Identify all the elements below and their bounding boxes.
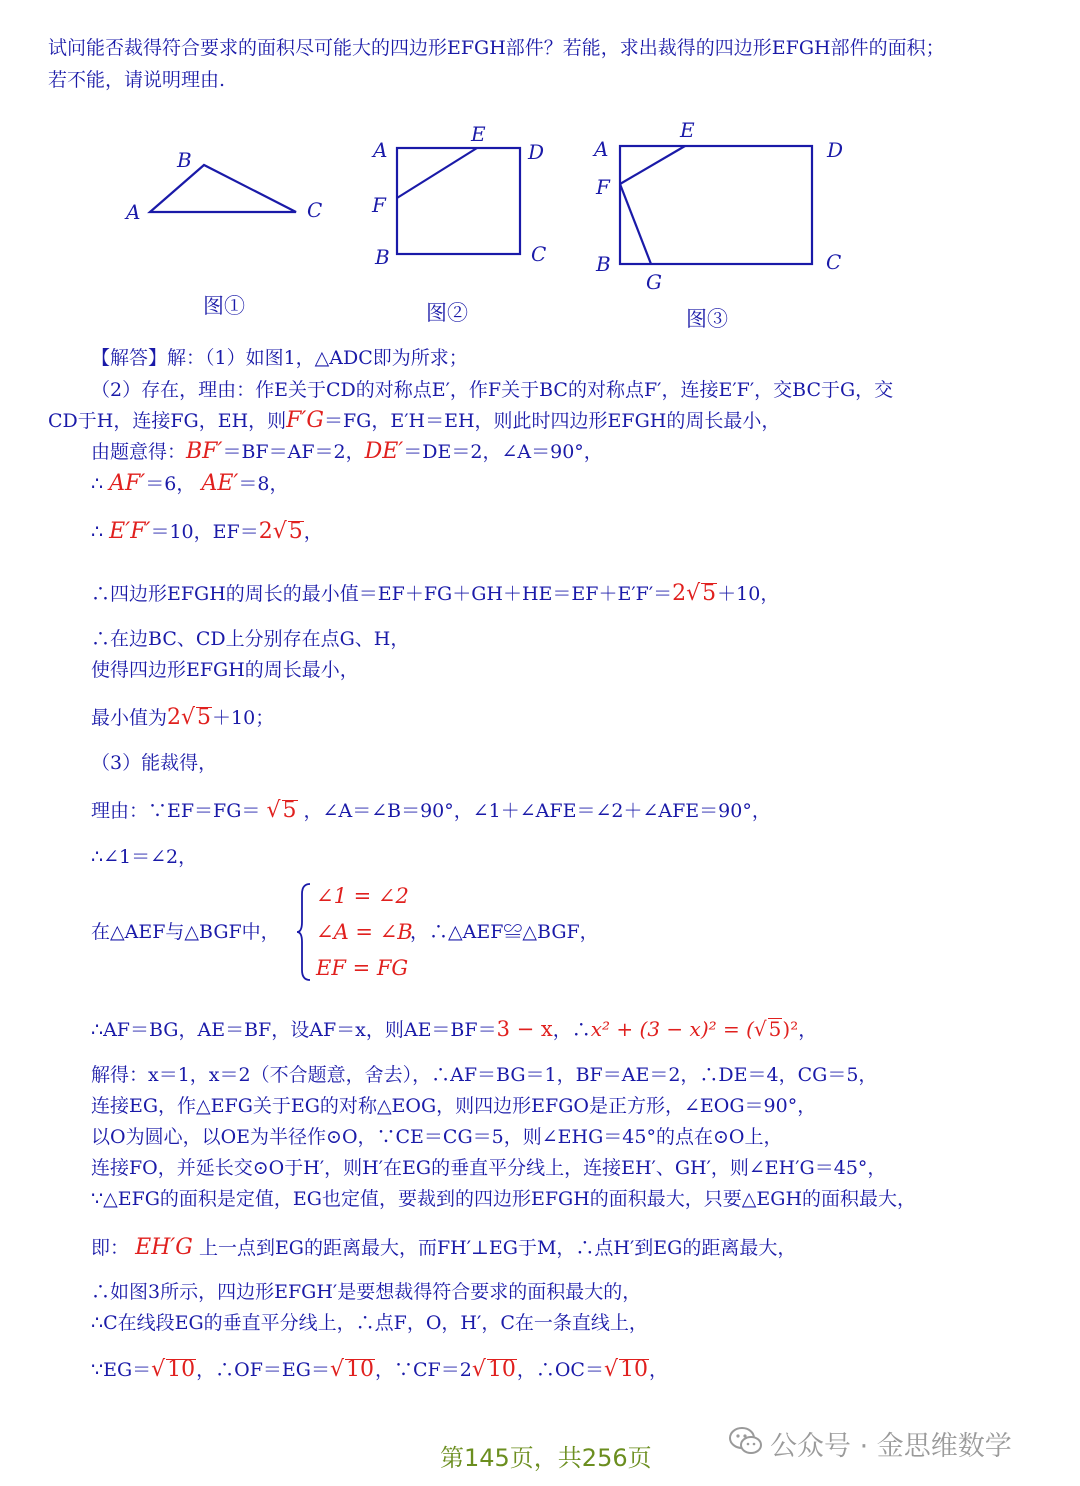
watermark-text: 公众号 · 金思维数学 <box>770 1431 1012 1462</box>
fig1-triangle <box>150 165 296 212</box>
solution-line-12: 理由：∵EF＝FG＝ √5 ，∠A＝∠B＝90°，∠1＋∠AFE＝∠2＋∠AFE＝90°， <box>91 798 771 823</box>
fig1-label-a: A <box>126 200 141 224</box>
fig3-label-c: C <box>826 250 842 274</box>
solution-line-14-suffix: ，∴△AEF≌△BGF， <box>410 921 599 943</box>
solution-line-15: ∴AF＝BG，AE＝BF，设AF＝x，则AE＝BF＝3 − x，∴x² + (3 − x)² = (√ 5)²， <box>91 1017 818 1041</box>
solution-line-10: 最小值为2√5＋10； <box>91 705 275 730</box>
solution-line-01: 【解答】解：（1）如图1，△ADC即为所求； <box>91 347 468 369</box>
fig3-label-d: D <box>827 138 844 162</box>
fig2-label-a: A <box>373 138 388 162</box>
fig2-label-c: C <box>531 242 547 266</box>
intro-line-1: 试问能否裁得符合要求的面积尽可能大的四边形EFGH部件？若能，求出裁得的四边形EFGH部件的面积； <box>48 37 945 59</box>
solution-line-03: CD于H，连接FG，EH，则F′G＝FG，E′H＝EH，则此时四边形EFGH的周长最小， <box>48 408 781 433</box>
solution-line-17: 连接EG，作△EFG关于EG的对称△EOG，则四边形EFGO是正方形，∠EOG＝90°， <box>91 1095 817 1117</box>
solution-line-05: ∴ AF′＝6， AE′＝8， <box>91 471 289 496</box>
solution-line-16: 解得：x＝1，x＝2（不合题意，舍去），∴AF＝BG＝1，BF＝AE＝2，∴DE＝4，CG＝5， <box>91 1064 878 1086</box>
fig2-label-d: D <box>528 140 545 164</box>
fig2-caption: 图② <box>426 301 468 325</box>
solution-line-13: ∴∠1＝∠2， <box>91 846 198 868</box>
solution-line-07: ∴四边形EFGH的周长的最小值＝EF＋FG＋GH＋HE＝EF＋E′F′＝2√5＋10， <box>91 581 780 606</box>
solution-line-24: ∵EG＝√10，∴OF＝EG＝√10，∵CF＝2√10，∴OC＝√10， <box>91 1357 669 1382</box>
solution-line-02: （2）存在，理由：作E关于CD的对称点E′，作F关于BC的对称点F′，连接E′F′，交BC于G，交 <box>91 379 894 401</box>
solution-line-23: ∴C在线段EG的垂直平分线上，∴点F，O，H′，C在一条直线上， <box>91 1312 648 1334</box>
fig3-segment-ef <box>620 146 685 184</box>
page-number: 第145页，共256页 <box>440 1444 652 1472</box>
fig2-segment-ef <box>397 148 477 198</box>
fig3-label-b: B <box>596 252 611 276</box>
solution-line-18: 以O为圆心，以OE为半径作⊙O，∵CE＝CG＝5，则∠EHG＝45°的点在⊙O上， <box>91 1126 783 1148</box>
solution-line-19: 连接FO，并延长交⊙O于H′，则H′在EG的垂直平分线上，连接EH′、GH′，则∠EH′G＝45°， <box>91 1157 887 1179</box>
solution-line-04: 由题意得：BF′＝BF＝AF＝2，DE′＝DE＝2，∠A＝90°， <box>91 439 603 464</box>
system-brace <box>296 882 314 982</box>
fig3-caption: 图③ <box>686 307 728 331</box>
intro-line-2: 若不能，请说明理由. <box>48 69 226 91</box>
solution-line-06: ∴ E′F′＝10，EF＝2√5， <box>91 519 323 544</box>
fig3-label-a: A <box>594 137 609 161</box>
solution-line-21: 即： EH′G 上一点到EG的距离最大，而FH′⊥EG于M，∴点H′到EG的距离最大， <box>91 1235 797 1260</box>
fig3-label-g: G <box>646 270 662 294</box>
system-eq-3: EF = FG <box>316 956 409 980</box>
solution-line-14-prefix: 在△AEF与△BGF中， <box>91 921 280 943</box>
system-eq-1: ∠1 = ∠2 <box>316 884 409 908</box>
fig2-label-e: E <box>471 122 486 146</box>
system-eq-2: ∠A = ∠B <box>316 920 413 944</box>
fig3-rect <box>620 146 812 264</box>
solution-line-11: （3）能裁得， <box>91 752 218 774</box>
fig3-segment-fg <box>620 184 651 264</box>
wechat-icon <box>728 1426 764 1456</box>
fig2-label-b: B <box>375 245 390 269</box>
fig1-label-c: C <box>307 198 323 222</box>
fig1-caption: 图① <box>203 294 245 318</box>
solution-line-20: ∵△EFG的面积是定值，EG也定值，要裁到的四边形EFGH的面积最大，只要△EGH的面积最大， <box>91 1188 917 1210</box>
solution-line-22: ∴如图3所示，四边形EFGH′是要想裁得符合要求的面积最大的， <box>91 1281 642 1303</box>
solution-line-08: ∴在边BC、CD上分别存在点G、H， <box>91 628 410 650</box>
fig3-label-e: E <box>680 118 695 142</box>
fig3-label-f: F <box>596 175 610 199</box>
fig2-label-f: F <box>372 193 386 217</box>
fig1-label-b: B <box>177 148 192 172</box>
solution-line-09: 使得四边形EFGH的周长最小， <box>91 659 359 681</box>
fig2-rect <box>397 148 520 254</box>
figures-svg <box>0 0 1080 340</box>
